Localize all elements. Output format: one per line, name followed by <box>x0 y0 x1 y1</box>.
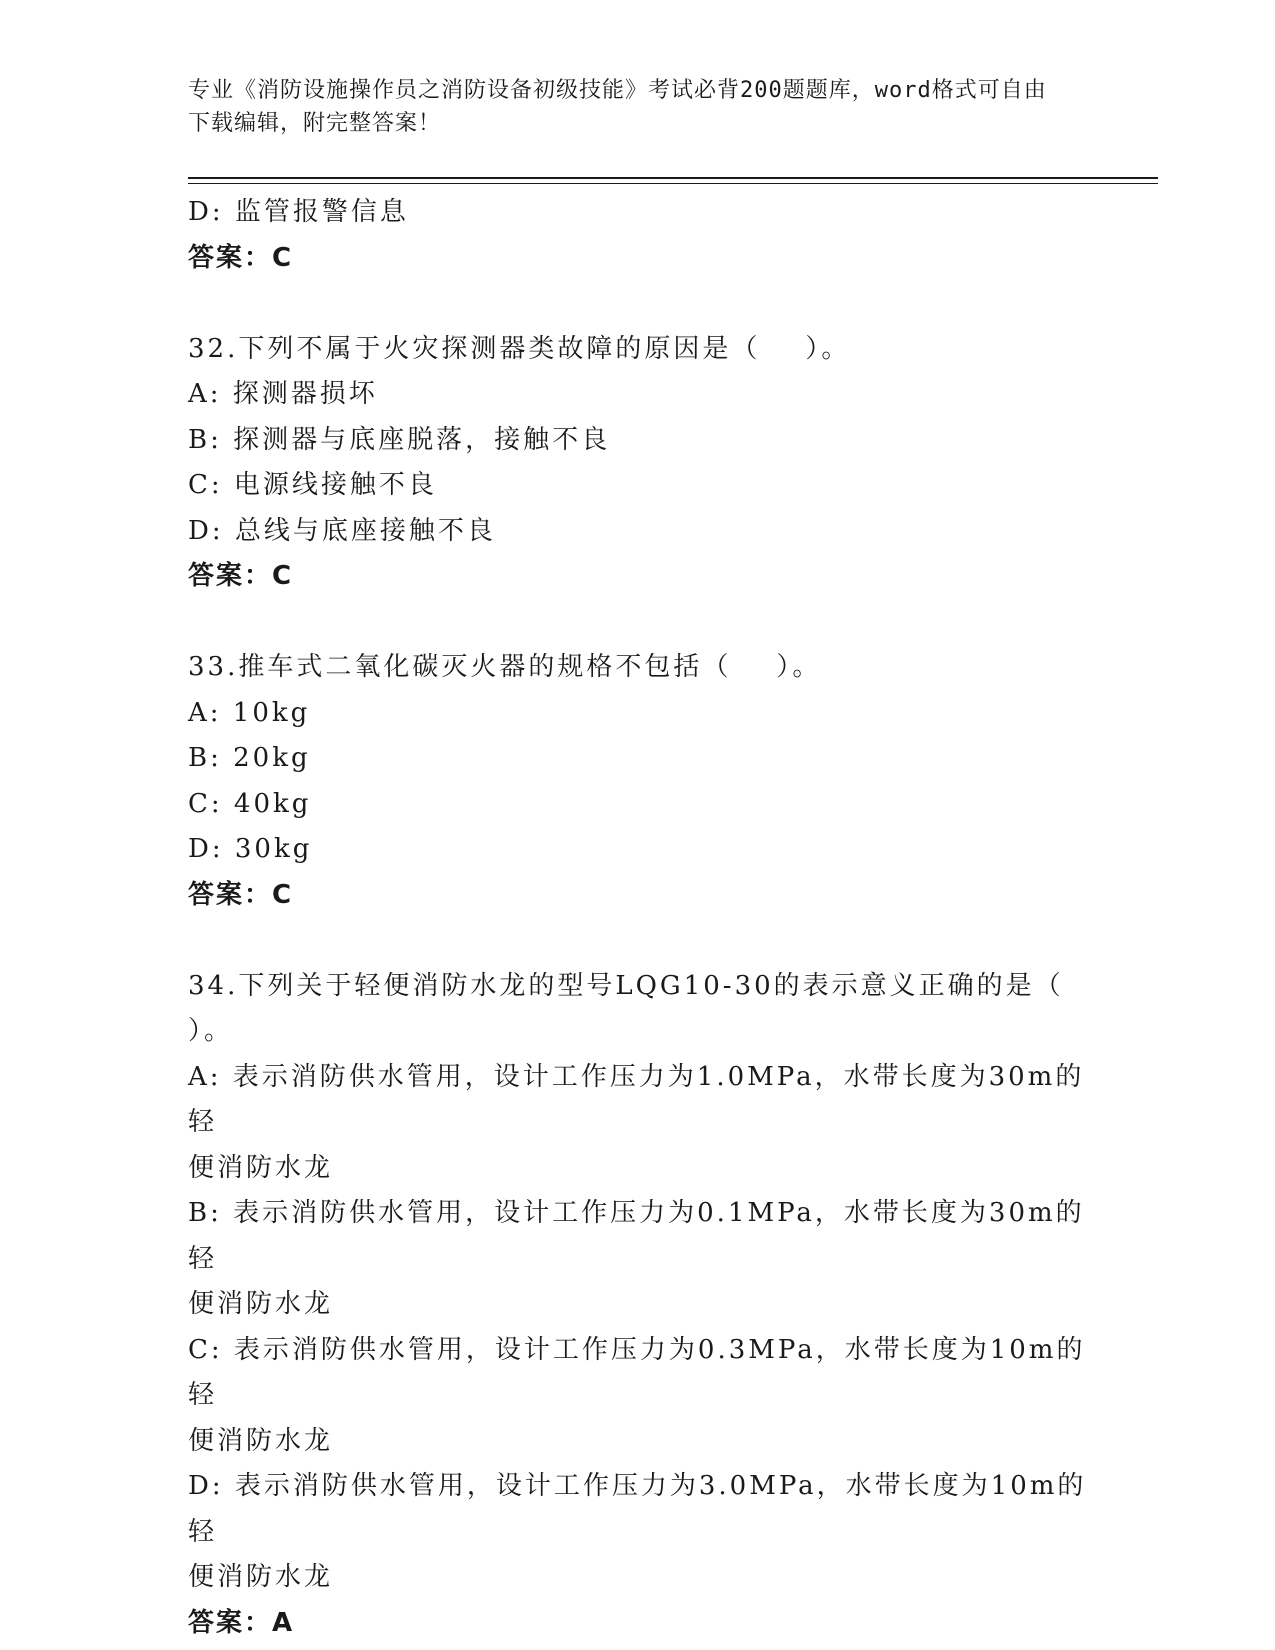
q33-option-a: A: 10kg <box>188 697 311 728</box>
page-header: 专业《消防设施操作员之消防设备初级技能》考试必背200题题库，word格式可自由下载编辑，附完整答案！ <box>188 78 1047 136</box>
q34-option-c-line-1: C: 表示消防供水管用，设计工作压力为0.3MPa，水带长度为10m的轻 <box>188 1334 1086 1410</box>
q33-option-c: C: 40kg <box>188 788 312 819</box>
spacer <box>188 281 1088 327</box>
spacer <box>188 918 1088 964</box>
q34-stem-line-1: 34.下列关于轻便消防水龙的型号LQG10-30的表示意义正确的是（ <box>188 970 1064 1001</box>
q34-option-c-line-2: 便消防水龙 <box>188 1425 334 1456</box>
q32-option-b: B: 探测器与底座脱落，接触不良 <box>188 424 611 455</box>
header-rule-thick <box>188 177 1158 179</box>
q32-option-c: C: 电源线接触不良 <box>188 470 437 500</box>
q33-stem: 33.推车式二氧化碳灭火器的规格不包括（ ）。 <box>188 652 822 682</box>
q34-option-a-line-1: A: 表示消防供水管用，设计工作压力为1.0MPa，水带长度为30m的轻 <box>188 1061 1085 1137</box>
q34-stem-line-2: ）。 <box>188 1016 234 1046</box>
q33-answer: 答案：C <box>188 879 294 910</box>
q32-option-a: A: 探测器损坏 <box>188 379 378 409</box>
q32-answer: 答案：C <box>188 561 294 591</box>
q33-option-b: B: 20kg <box>188 743 311 773</box>
q34-option-b-line-1: B: 表示消防供水管用，设计工作压力为0.1MPa，水带长度为30m的轻 <box>188 1198 1085 1274</box>
q32-stem: 32.下列不属于火灾探测器类故障的原因是（ ）。 <box>188 333 851 364</box>
q34-option-d-line-1: D: 表示消防供水管用，设计工作压力为3.0MPa，水带长度为10m的轻 <box>188 1471 1087 1547</box>
q34-answer: 答案：A <box>188 1607 295 1638</box>
q34-option-a-line-2: 便消防水龙 <box>188 1152 334 1183</box>
header-rule-thin <box>188 183 1158 184</box>
q34-option-d-line-2: 便消防水龙 <box>188 1562 334 1592</box>
q32-option-d: D: 总线与底座接触不良 <box>188 515 496 546</box>
q31-option-d: D: 监管报警信息 <box>188 197 409 227</box>
question-list <box>188 190 1088 1646</box>
spacer <box>188 600 1088 646</box>
q33-option-d: D: 30kg <box>188 834 313 864</box>
q34-option-b-line-2: 便消防水龙 <box>188 1289 334 1319</box>
q31-answer: 答案：C <box>188 242 294 273</box>
